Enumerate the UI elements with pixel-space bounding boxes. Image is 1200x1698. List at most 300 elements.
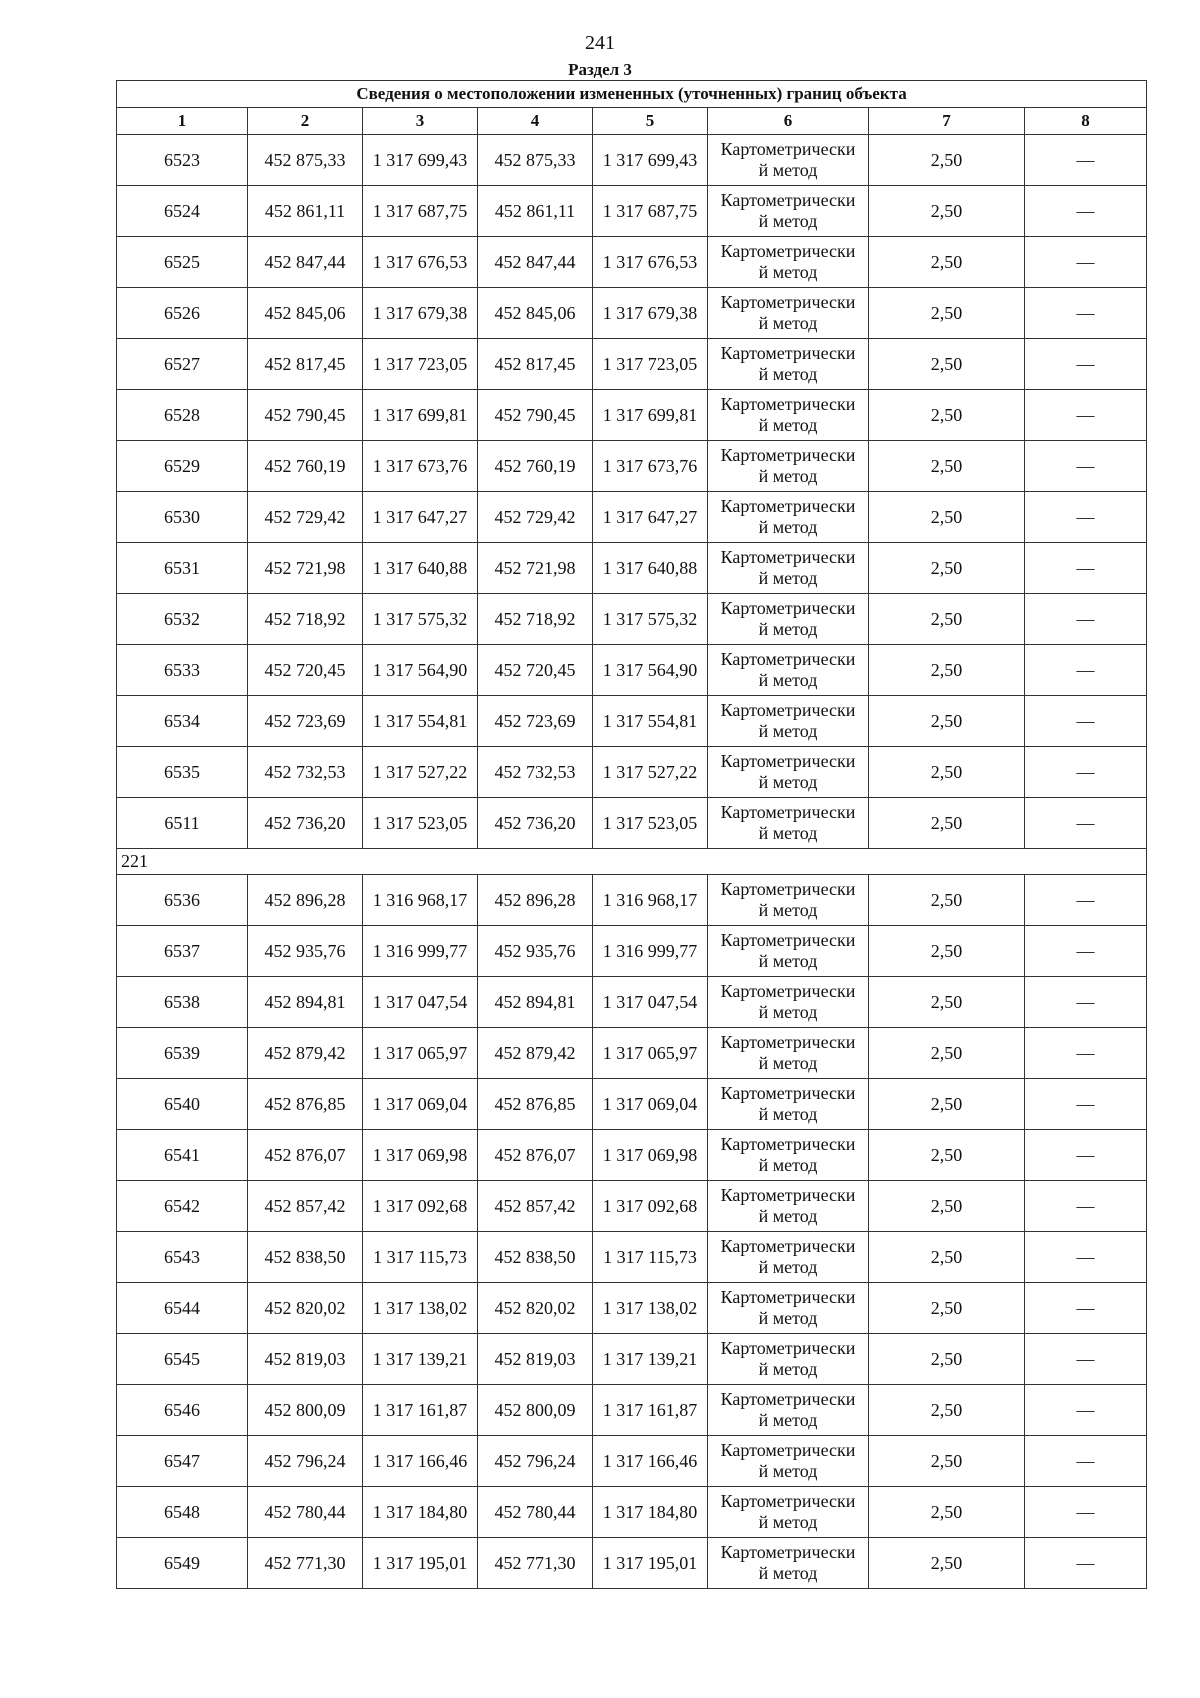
accuracy-cell: 2,50 [869,1283,1025,1334]
method-cell [708,1130,869,1181]
table-row [117,1487,1147,1538]
method-line: й метод [758,772,818,792]
coordinate-cell: 452 819,03 [248,1334,363,1385]
note-cell: — [1025,1538,1147,1589]
coordinate-cell: 452 736,20 [478,798,593,849]
note-cell: — [1025,492,1147,543]
note-cell: — [1025,977,1147,1028]
coordinate-cell: 452 820,02 [248,1283,363,1334]
coordinate-cell: 452 732,53 [248,747,363,798]
table-caption-row [117,81,1147,108]
table-row [117,1334,1147,1385]
accuracy-cell: 2,50 [869,1130,1025,1181]
method-line: Картометрически [720,394,856,414]
note-cell: — [1025,390,1147,441]
point-number-cell: 6524 [117,186,248,237]
coordinate-cell: 452 732,53 [478,747,593,798]
coordinate-cell: 1 317 679,38 [363,288,478,339]
accuracy-cell: 2,50 [869,1334,1025,1385]
method-cell [708,1487,869,1538]
coordinate-cell: 452 723,69 [248,696,363,747]
coordinate-cell: 1 317 554,81 [363,696,478,747]
accuracy-cell: 2,50 [869,645,1025,696]
coordinate-cell: 452 820,02 [478,1283,593,1334]
coordinate-cell: 452 894,81 [248,977,363,1028]
accuracy-cell: 2,50 [869,339,1025,390]
coordinate-cell: 1 317 640,88 [363,543,478,594]
accuracy-cell: 2,50 [869,441,1025,492]
method-cell [708,798,869,849]
method-cell [708,1436,869,1487]
table-row [117,696,1147,747]
accuracy-cell: 2,50 [869,1232,1025,1283]
method-line: Картометрически [720,1032,856,1052]
method-line: Картометрически [720,1542,856,1562]
method-line: й метод [758,364,818,384]
method-cell [708,1334,869,1385]
accuracy-cell: 2,50 [869,1538,1025,1589]
coordinate-cell: 1 317 523,05 [363,798,478,849]
method-cell [708,1232,869,1283]
coordinate-cell: 1 317 195,01 [363,1538,478,1589]
column-number: 5 [593,108,708,135]
coordinate-cell: 1 317 161,87 [363,1385,478,1436]
method-line: й метод [758,1155,818,1175]
coordinate-cell: 1 317 092,68 [363,1181,478,1232]
coordinate-cell: 452 876,85 [478,1079,593,1130]
note-cell: — [1025,1028,1147,1079]
method-line: Картометрически [720,1134,856,1154]
section-title: Раздел 3 [568,60,632,79]
note-cell: — [1025,926,1147,977]
table-row [117,339,1147,390]
coordinate-cell: 452 845,06 [248,288,363,339]
table-row [117,747,1147,798]
method-line: й метод [758,1257,818,1277]
coordinates-table [116,80,1147,1589]
coordinate-cell: 452 875,33 [478,135,593,186]
coordinate-cell: 1 317 673,76 [593,441,708,492]
coordinate-cell: 1 316 999,77 [363,926,478,977]
point-number-cell: 6530 [117,492,248,543]
note-cell: — [1025,543,1147,594]
point-number-cell: 6528 [117,390,248,441]
accuracy-cell: 2,50 [869,135,1025,186]
coordinate-cell: 452 857,42 [248,1181,363,1232]
note-cell: — [1025,1130,1147,1181]
method-line: й метод [758,900,818,920]
method-line: й метод [758,1359,818,1379]
coordinate-cell: 1 317 699,43 [363,135,478,186]
table-row [117,645,1147,696]
method-cell [708,1283,869,1334]
note-cell: — [1025,1436,1147,1487]
method-cell [708,135,869,186]
table-row [117,798,1147,849]
accuracy-cell: 2,50 [869,288,1025,339]
coordinate-cell: 452 780,44 [248,1487,363,1538]
method-line: й метод [758,313,818,333]
method-line: й метод [758,721,818,741]
column-number: 7 [869,108,1025,135]
method-line: й метод [758,951,818,971]
coordinate-cell: 452 879,42 [248,1028,363,1079]
table-row [117,977,1147,1028]
method-cell [708,492,869,543]
coordinate-cell: 1 317 564,90 [363,645,478,696]
accuracy-cell: 2,50 [869,1385,1025,1436]
coordinate-cell: 1 317 673,76 [363,441,478,492]
coordinate-cell: 452 718,92 [478,594,593,645]
method-line: Картометрически [720,649,856,669]
note-cell: — [1025,798,1147,849]
coordinate-cell: 1 317 723,05 [593,339,708,390]
coordinate-cell: 452 935,76 [478,926,593,977]
accuracy-cell: 2,50 [869,1487,1025,1538]
point-number-cell: 6549 [117,1538,248,1589]
table-row [117,1028,1147,1079]
coordinate-cell: 1 317 138,02 [363,1283,478,1334]
column-number: 6 [708,108,869,135]
table-row [117,1232,1147,1283]
note-cell: — [1025,339,1147,390]
coordinate-cell: 452 838,50 [248,1232,363,1283]
accuracy-cell: 2,50 [869,747,1025,798]
method-line: Картометрически [720,1491,856,1511]
coordinate-cell: 1 317 047,54 [363,977,478,1028]
method-line: Картометрически [720,445,856,465]
coordinate-cell: 1 317 065,97 [593,1028,708,1079]
coordinate-cell: 452 935,76 [248,926,363,977]
coordinate-cell: 1 317 564,90 [593,645,708,696]
table-row [117,237,1147,288]
method-cell [708,1538,869,1589]
method-line: Картометрически [720,1185,856,1205]
coordinate-cell: 1 317 138,02 [593,1283,708,1334]
coordinate-cell: 452 760,19 [478,441,593,492]
coordinate-cell: 452 729,42 [248,492,363,543]
coordinate-cell: 1 317 069,98 [363,1130,478,1181]
method-line: й метод [758,568,818,588]
table-row [117,186,1147,237]
coordinate-cell: 1 317 575,32 [593,594,708,645]
column-number-row [117,108,1147,135]
note-cell: — [1025,747,1147,798]
point-number-cell: 6531 [117,543,248,594]
method-cell [708,747,869,798]
coordinate-cell: 452 861,11 [478,186,593,237]
method-line: й метод [758,1308,818,1328]
coordinate-cell: 452 817,45 [478,339,593,390]
table-row [117,1538,1147,1589]
method-line: й метод [758,1410,818,1430]
group-row [117,849,1147,875]
method-line: Картометрически [720,930,856,950]
method-cell [708,390,869,441]
point-number-cell: 6511 [117,798,248,849]
method-cell [708,696,869,747]
coordinate-cell: 452 838,50 [478,1232,593,1283]
point-number-cell: 6543 [117,1232,248,1283]
coordinate-cell: 1 317 184,80 [593,1487,708,1538]
note-cell: — [1025,441,1147,492]
point-number-cell: 6535 [117,747,248,798]
method-line: й метод [758,1563,818,1583]
table-row [117,1181,1147,1232]
table-row [117,543,1147,594]
coordinate-cell: 1 317 523,05 [593,798,708,849]
method-cell [708,977,869,1028]
method-line: й метод [758,415,818,435]
coordinate-cell: 1 316 968,17 [363,875,478,926]
method-line: Картометрически [720,700,856,720]
point-number-cell: 6542 [117,1181,248,1232]
accuracy-cell: 2,50 [869,696,1025,747]
method-line: й метод [758,1104,818,1124]
note-cell: — [1025,1232,1147,1283]
method-line: Картометрически [720,547,856,567]
accuracy-cell: 2,50 [869,186,1025,237]
coordinate-cell: 1 317 115,73 [593,1232,708,1283]
coordinate-cell: 452 896,28 [478,875,593,926]
coordinate-cell: 452 720,45 [248,645,363,696]
coordinate-cell: 1 317 699,43 [593,135,708,186]
coordinate-cell: 452 875,33 [248,135,363,186]
point-number-cell: 6544 [117,1283,248,1334]
method-line: й метод [758,619,818,639]
coordinate-cell: 452 760,19 [248,441,363,492]
coordinate-cell: 1 317 554,81 [593,696,708,747]
method-cell [708,645,869,696]
method-cell [708,339,869,390]
note-cell: — [1025,237,1147,288]
table-row [117,441,1147,492]
point-number-cell: 6538 [117,977,248,1028]
method-cell [708,237,869,288]
table-row [117,390,1147,441]
accuracy-cell: 2,50 [869,1028,1025,1079]
coordinate-cell: 1 316 968,17 [593,875,708,926]
note-cell: — [1025,1283,1147,1334]
method-line: й метод [758,1053,818,1073]
coordinate-cell: 1 317 647,27 [593,492,708,543]
column-number: 8 [1025,108,1147,135]
coordinate-cell: 1 317 069,98 [593,1130,708,1181]
column-number: 1 [117,108,248,135]
coordinate-cell: 452 876,85 [248,1079,363,1130]
note-cell: — [1025,1181,1147,1232]
note-cell: — [1025,645,1147,696]
accuracy-cell: 2,50 [869,594,1025,645]
coordinate-cell: 452 736,20 [248,798,363,849]
note-cell: — [1025,1334,1147,1385]
method-cell [708,441,869,492]
method-line: й метод [758,160,818,180]
coordinate-cell: 452 800,09 [478,1385,593,1436]
method-cell [708,1079,869,1130]
coordinate-cell: 452 771,30 [478,1538,593,1589]
method-line: Картометрически [720,981,856,1001]
note-cell: — [1025,288,1147,339]
method-line: Картометрически [720,751,856,771]
coordinate-cell: 1 317 527,22 [593,747,708,798]
coordinate-cell: 1 317 065,97 [363,1028,478,1079]
coordinate-cell: 1 317 699,81 [593,390,708,441]
note-cell: — [1025,1079,1147,1130]
coordinate-cell: 1 317 699,81 [363,390,478,441]
method-line: Картометрически [720,802,856,822]
coordinate-cell: 452 879,42 [478,1028,593,1079]
coordinate-cell: 452 729,42 [478,492,593,543]
column-number: 2 [248,108,363,135]
method-cell [708,1028,869,1079]
point-number-cell: 6533 [117,645,248,696]
table-row [117,1283,1147,1334]
accuracy-cell: 2,50 [869,1436,1025,1487]
accuracy-cell: 2,50 [869,977,1025,1028]
note-cell: — [1025,875,1147,926]
coordinate-cell: 452 894,81 [478,977,593,1028]
method-line: Картометрически [720,241,856,261]
coordinate-cell: 452 790,45 [478,390,593,441]
point-number-cell: 6547 [117,1436,248,1487]
point-number-cell: 6545 [117,1334,248,1385]
coordinate-cell: 1 317 687,75 [363,186,478,237]
coordinate-cell: 452 847,44 [248,237,363,288]
coordinate-cell: 1 317 161,87 [593,1385,708,1436]
accuracy-cell: 2,50 [869,390,1025,441]
accuracy-cell: 2,50 [869,492,1025,543]
method-cell [708,543,869,594]
coordinate-cell: 452 800,09 [248,1385,363,1436]
point-number-cell: 6532 [117,594,248,645]
note-cell: — [1025,1385,1147,1436]
method-line: Картометрически [720,1236,856,1256]
coordinate-cell: 1 317 184,80 [363,1487,478,1538]
table-row [117,1130,1147,1181]
accuracy-cell: 2,50 [869,798,1025,849]
accuracy-cell: 2,50 [869,926,1025,977]
method-line: Картометрически [720,1389,856,1409]
table-row [117,1079,1147,1130]
coordinate-cell: 1 317 647,27 [363,492,478,543]
method-line: й метод [758,517,818,537]
coordinate-cell: 1 317 575,32 [363,594,478,645]
coordinate-cell: 1 317 139,21 [363,1334,478,1385]
coordinate-cell: 1 317 676,53 [593,237,708,288]
accuracy-cell: 2,50 [869,875,1025,926]
method-line: й метод [758,1461,818,1481]
table-row [117,1385,1147,1436]
coordinate-cell: 1 317 166,46 [593,1436,708,1487]
note-cell: — [1025,696,1147,747]
coordinate-cell: 1 317 166,46 [363,1436,478,1487]
point-number-cell: 6541 [117,1130,248,1181]
point-number-cell: 6527 [117,339,248,390]
coordinate-cell: 1 317 047,54 [593,977,708,1028]
coordinate-cell: 452 723,69 [478,696,593,747]
note-cell: — [1025,135,1147,186]
method-line: й метод [758,670,818,690]
coordinate-cell: 452 796,24 [248,1436,363,1487]
accuracy-cell: 2,50 [869,543,1025,594]
method-cell [708,594,869,645]
column-number: 3 [363,108,478,135]
point-number-cell: 6537 [117,926,248,977]
table-row [117,875,1147,926]
point-number-cell: 6536 [117,875,248,926]
point-number-cell: 6540 [117,1079,248,1130]
point-number-cell: 6526 [117,288,248,339]
coordinate-cell: 452 720,45 [478,645,593,696]
coordinate-cell: 452 845,06 [478,288,593,339]
coordinate-cell: 1 316 999,77 [593,926,708,977]
table-row [117,288,1147,339]
note-cell: — [1025,1487,1147,1538]
method-cell [708,288,869,339]
method-line: Картометрически [720,139,856,159]
coordinate-cell: 452 771,30 [248,1538,363,1589]
coordinate-cell: 1 317 679,38 [593,288,708,339]
table-caption: Сведения о местоположении измененных (уточненных) границ объекта [117,81,1147,108]
coordinate-cell: 452 896,28 [248,875,363,926]
coordinate-cell: 1 317 115,73 [363,1232,478,1283]
coordinate-cell: 452 819,03 [478,1334,593,1385]
method-cell [708,186,869,237]
table-row [117,1436,1147,1487]
method-line: Картометрически [720,879,856,899]
coordinate-cell: 1 317 687,75 [593,186,708,237]
coordinate-cell: 452 876,07 [478,1130,593,1181]
method-cell [708,926,869,977]
method-line: й метод [758,262,818,282]
coordinate-cell: 452 721,98 [478,543,593,594]
group-label: 221 [117,849,1147,875]
point-number-cell: 6546 [117,1385,248,1436]
table-row [117,594,1147,645]
coordinate-cell: 452 721,98 [248,543,363,594]
accuracy-cell: 2,50 [869,1079,1025,1130]
coordinate-cell: 1 317 069,04 [363,1079,478,1130]
coordinate-cell: 452 847,44 [478,237,593,288]
method-line: Картометрически [720,292,856,312]
coordinate-cell: 1 317 069,04 [593,1079,708,1130]
page-number: 241 [585,32,615,54]
coordinate-cell: 452 780,44 [478,1487,593,1538]
accuracy-cell: 2,50 [869,1181,1025,1232]
coordinate-cell: 1 317 676,53 [363,237,478,288]
column-number: 4 [478,108,593,135]
coordinate-cell: 1 317 527,22 [363,747,478,798]
method-line: й метод [758,466,818,486]
method-cell [708,1181,869,1232]
coordinate-cell: 452 817,45 [248,339,363,390]
coordinate-cell: 452 718,92 [248,594,363,645]
coordinate-cell: 1 317 092,68 [593,1181,708,1232]
coordinate-cell: 452 796,24 [478,1436,593,1487]
coordinate-cell: 452 790,45 [248,390,363,441]
coordinate-cell: 1 317 195,01 [593,1538,708,1589]
coordinate-cell: 1 317 723,05 [363,339,478,390]
method-line: Картометрически [720,343,856,363]
table-row [117,492,1147,543]
method-cell [708,1385,869,1436]
method-line: й метод [758,1002,818,1022]
coordinate-cell: 1 317 139,21 [593,1334,708,1385]
note-cell: — [1025,186,1147,237]
point-number-cell: 6539 [117,1028,248,1079]
method-line: й метод [758,211,818,231]
